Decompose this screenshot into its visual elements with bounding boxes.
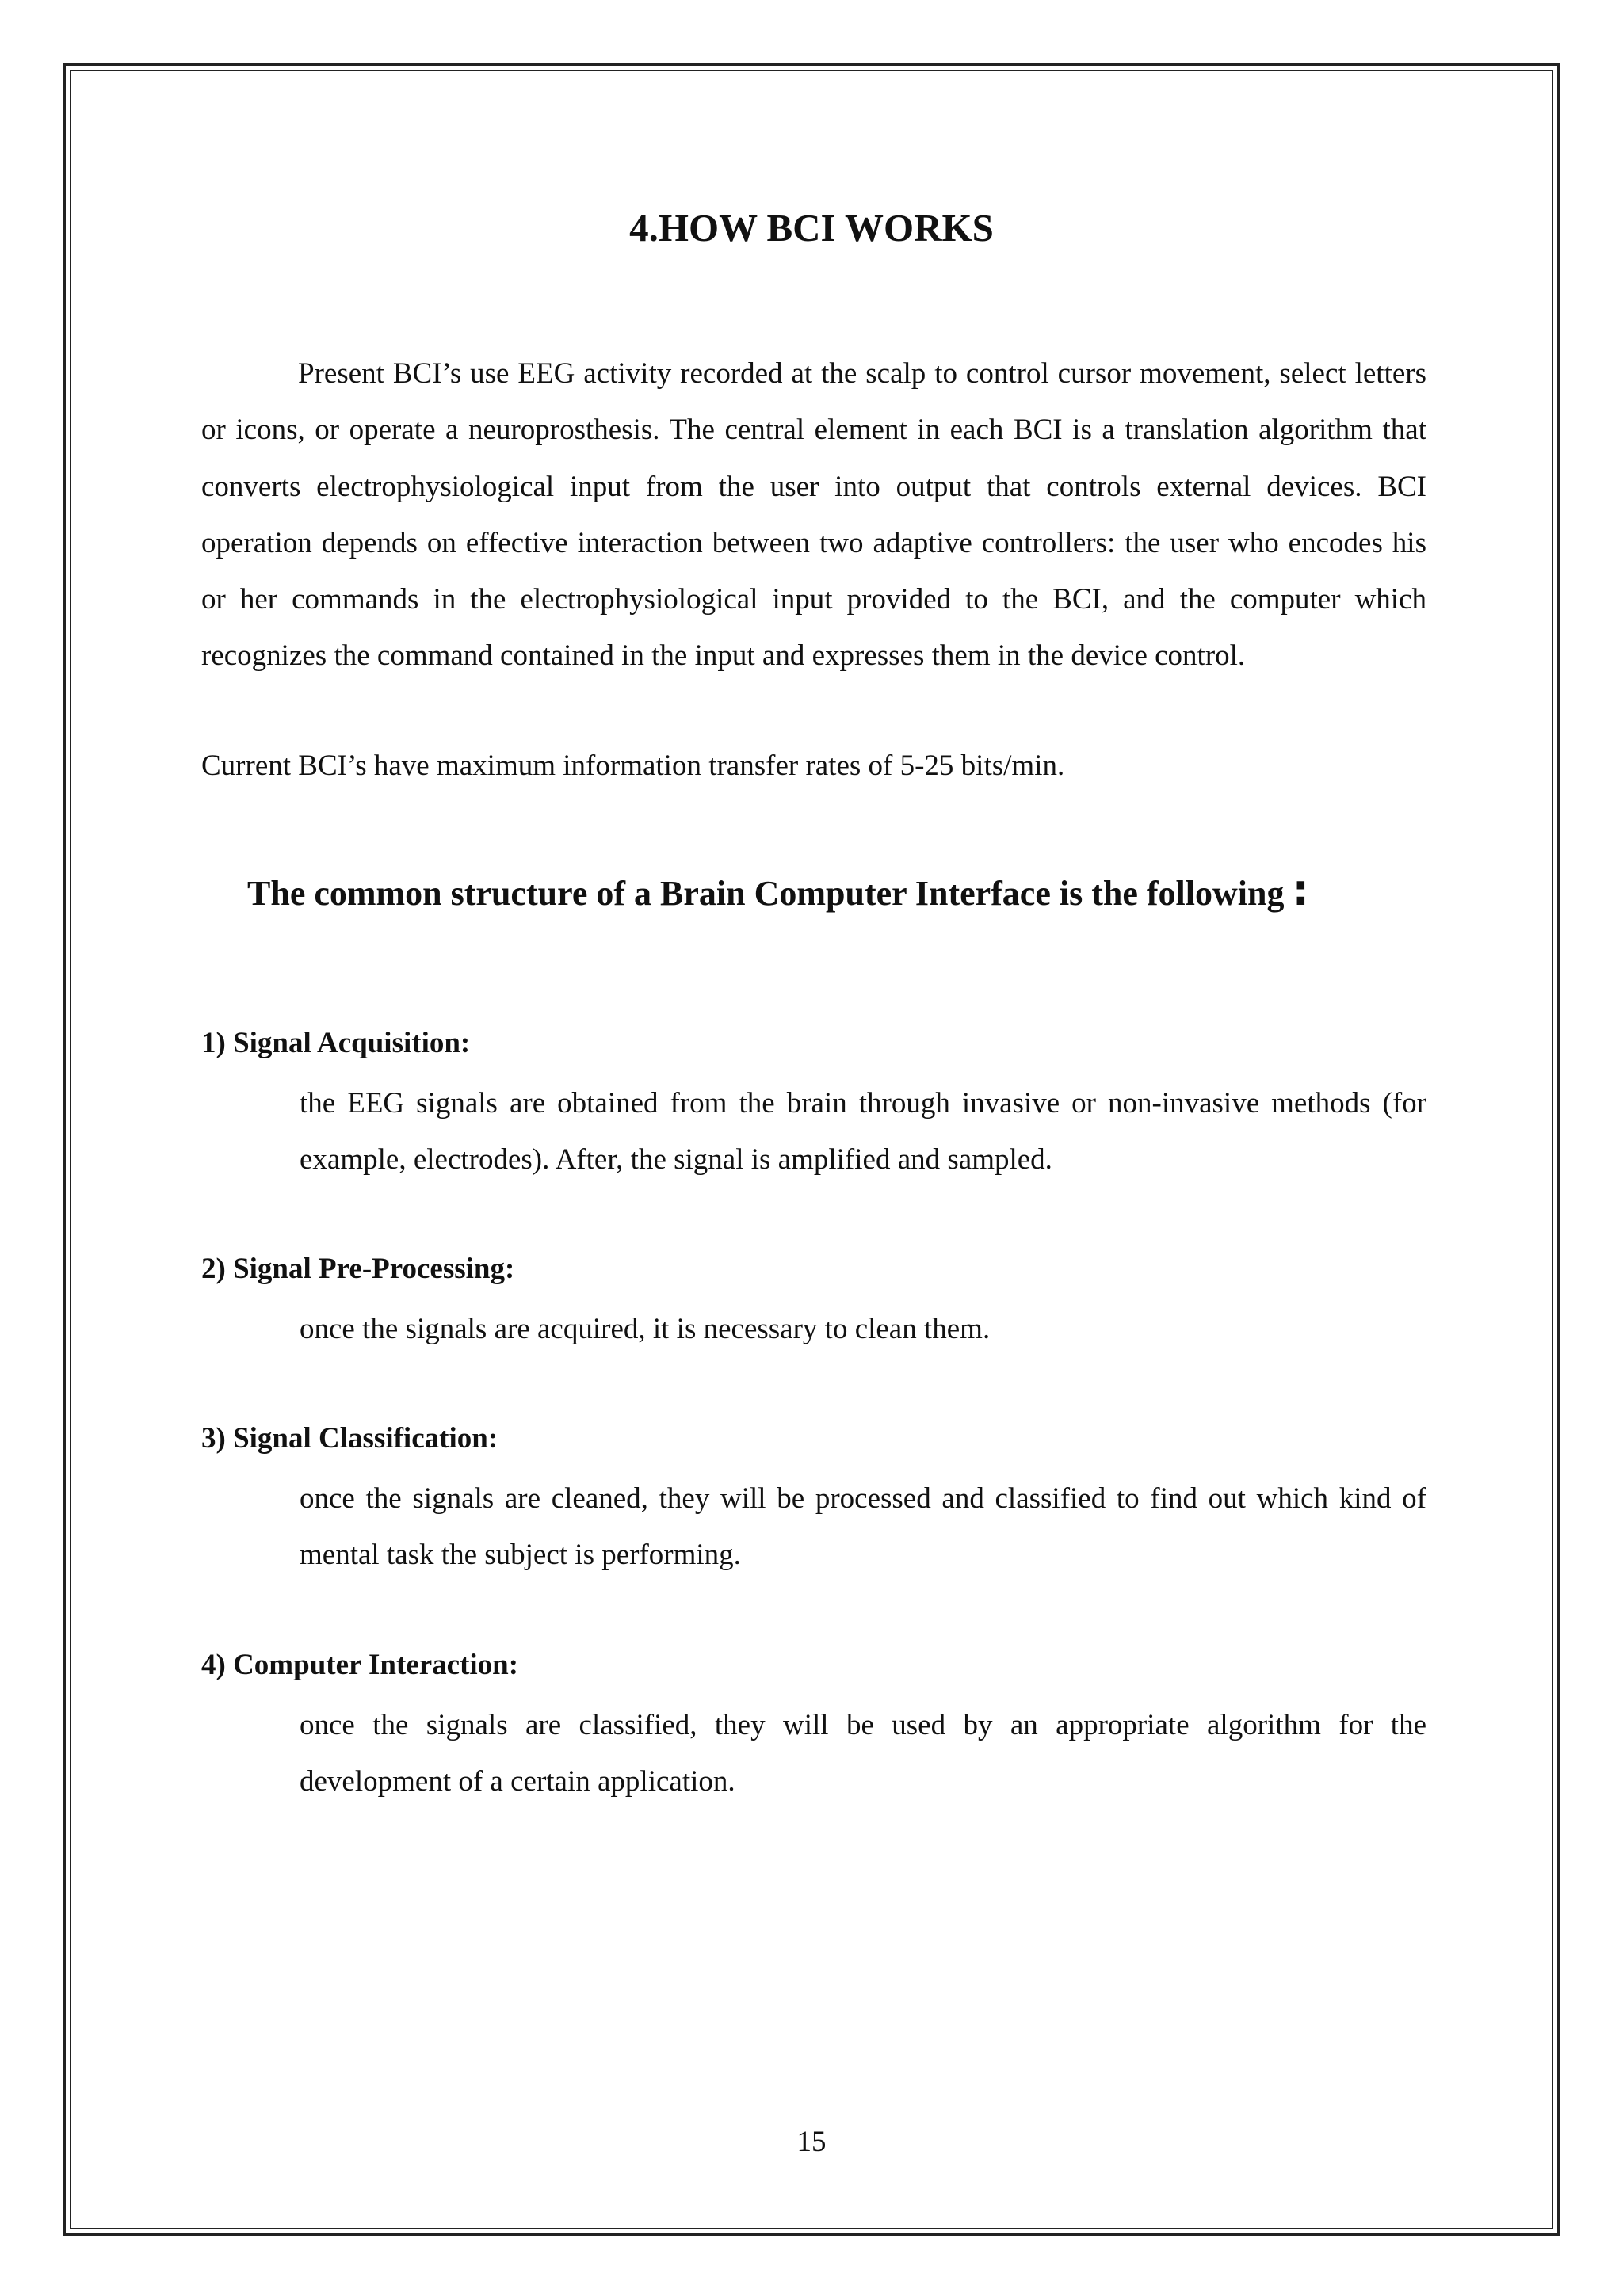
step-description: the EEG signals are obtained from the brain through invasive or non-invasive methods (for example, electrodes). After, the signal is amplified and sampled. bbox=[300, 1087, 1426, 1177]
step-heading: 1) Signal Acquisition: bbox=[201, 1027, 471, 1059]
step-signal-acquisition bbox=[201, 1020, 1426, 1188]
step-signal-pre-processing bbox=[201, 1245, 1426, 1357]
step-description: once the signals are acquired, it is necessary to clean them. bbox=[300, 1313, 991, 1345]
page-number: 15 bbox=[796, 2126, 827, 2158]
intro-paragraph bbox=[201, 345, 1426, 685]
step-heading: 4) Computer Interaction: bbox=[201, 1649, 519, 1681]
structure-heading-text: The common structure of a Brain Computer Interface is the following bbox=[247, 874, 1285, 913]
step-signal-classification bbox=[201, 1415, 1426, 1584]
intro-text: Present BCI’s use EEG activity recorded at the scalp to control cursor movement, select letters or icons, or operate a neuroprosthesis. The central element in each BCI is a translation algorithm that converts electrophysiological input from the user into output that controls external devices. BCI operation depends on effective interaction between two adaptive controllers: the user who encodes his or her commands in the electrophysiological input provided to the BCI, and the computer which recognizes the command contained in the input and expresses them in the device control. bbox=[201, 357, 1426, 673]
step-description: once the signals are classified, they will be used by an appropriate algorithm for the development of a certain application. bbox=[300, 1709, 1426, 1798]
step-description: once the signals are cleaned, they will be processed and classified to find out which kind of mental task the subject is performing. bbox=[300, 1482, 1426, 1572]
transfer-rates-text: Current BCI’s have maximum information transfer rates of 5-25 bits/min. bbox=[201, 749, 1065, 782]
page-title: 4.HOW BCI WORKS bbox=[629, 206, 994, 250]
step-heading: 2) Signal Pre-Processing: bbox=[201, 1253, 515, 1285]
structure-heading bbox=[247, 867, 1309, 917]
step-heading: 3) Signal Classification: bbox=[201, 1422, 498, 1455]
step-computer-interaction bbox=[201, 1642, 1426, 1810]
structure-heading-colon: : bbox=[1292, 865, 1310, 915]
